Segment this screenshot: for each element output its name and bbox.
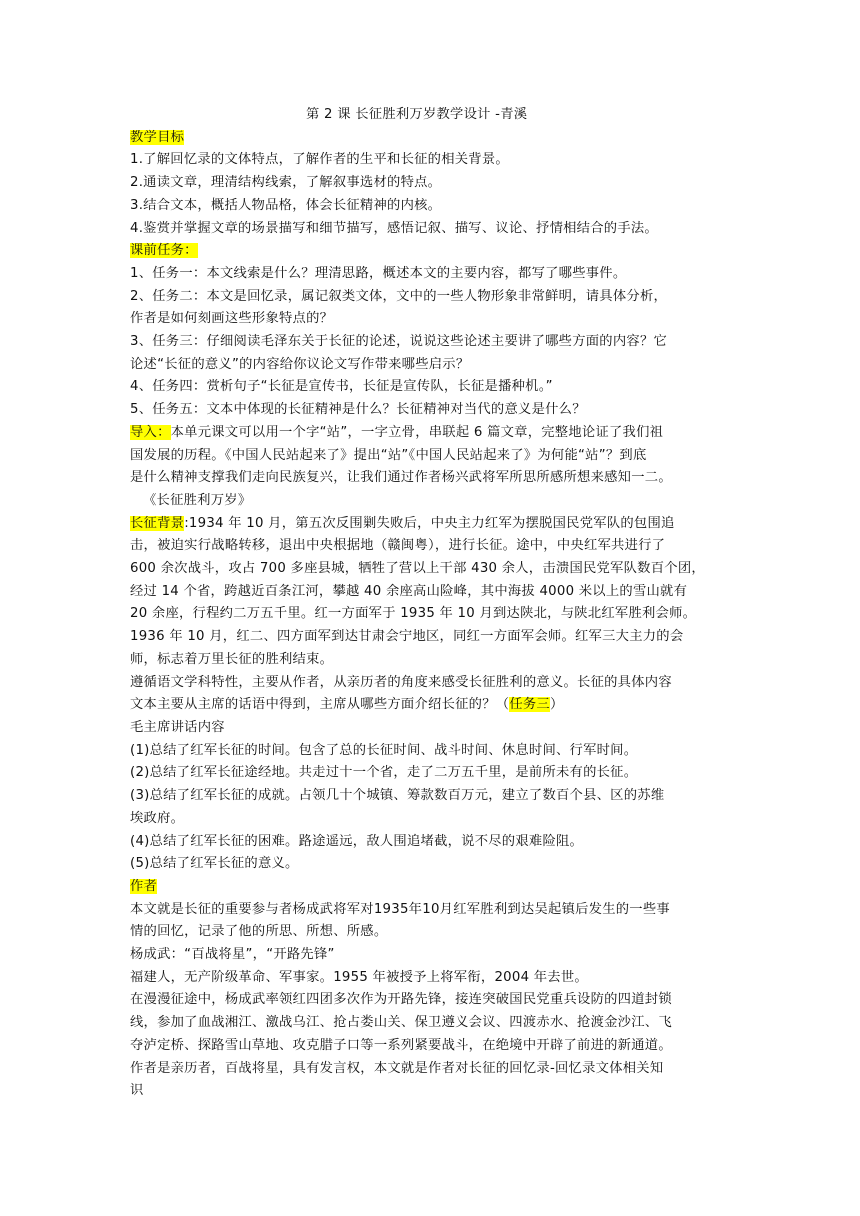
- background-text: :1934 年 10 月，第五次反围剿失败后，中央主力红军为摆脱国民党军队的包围追: [184, 515, 675, 531]
- author-line: 夺泸定桥、探路雪山草地、攻克腊子口等一系列紧要战斗，在绝境中开辟了前进的新通道。: [130, 1037, 672, 1053]
- pre-tasks-heading: 课前任务：: [130, 243, 198, 259]
- method-text-end: ）: [549, 697, 564, 713]
- pre-task-line: 2、任务二：本文是回忆录，属记叙类文体，文中的一些人物形象非常鲜明，请具体分析，: [130, 288, 668, 304]
- method-line: [130, 694, 734, 717]
- speech-item: (2)总结了红军长征途经地。共走过十一个省，走了二万五千里，是前所未有的长征。: [130, 765, 638, 781]
- background-line: 20 余座，行程约二万五千里。红一方面军于 1935 年 10 月到达陕北，与陕北红军胜利会师。: [130, 606, 697, 622]
- pre-task-line: 5、任务五：文本中体现的长征精神是什么？长征精神对当代的意义是什么？: [130, 402, 586, 418]
- speech-item: (1)总结了红军长征的时间。包含了总的长征时间、战斗时间、休息时间、行军时间。: [130, 742, 638, 758]
- background-line: 经过 14 个省，跨越近百条江河，攀越 40 余座高山险峰，其中海拔 4000 米以上的雪山就有: [130, 583, 688, 599]
- intro-line: 《长征胜利万岁》: [143, 492, 252, 508]
- pre-tasks-heading-line: [130, 240, 734, 263]
- background-line: 击，被迫实行战略转移，退出中央根据地（赣闽粤），进行长征。途中，中央红军共进行了: [130, 538, 666, 554]
- pre-task-line: 作者是如何刻画这些形象特点的？: [130, 311, 334, 327]
- pre-task-line: 论述“长征的意义”的内容给你议论文写作带来哪些启示？: [130, 356, 470, 372]
- objective-item: 3.结合文本，概括人物品格，体会长征精神的内核。: [130, 197, 442, 213]
- pre-task-line: 4、任务四：赏析句子“长征是宣传书，长征是宣传队，长征是播种机。”: [130, 379, 553, 395]
- speech-item: 埃政府。: [130, 810, 185, 826]
- speech-item: (3)总结了红军长征的成就。占领几十个城镇、筹款数百万元，建立了数百个县、区的苏维: [130, 788, 665, 804]
- background-line: 1936 年 10 月，红二、四方面军到达甘肃会宁地区，同红一方面军会师。红军三大主力的会: [130, 629, 684, 645]
- speech-item: (5)总结了红军长征的意义。: [130, 856, 299, 872]
- author-heading-line: [130, 876, 734, 899]
- speech-item: (4)总结了红军长征的困难。路途遥远，敌人围追堵截，说不尽的艰难险阻。: [130, 833, 584, 849]
- author-line: 情的回忆，记录了他的所思、所想、所感。: [130, 924, 388, 940]
- method-line: 遵循语文学科特性，主要从作者，从亲历者的角度来感受长征胜利的意义。长征的具体内容: [130, 674, 672, 690]
- intro-heading: 导入：: [130, 424, 171, 440]
- task-three-highlight: 任务三: [509, 697, 550, 713]
- method-text: 文本主要从主席的话语中得到，主席从哪些方面介绍长征的？（: [130, 697, 510, 713]
- objectives-heading-line: [130, 127, 734, 150]
- background-heading: 长征背景: [130, 515, 185, 531]
- background-line: 师，标志着万里长征的胜利结束。: [130, 651, 334, 667]
- author-heading: 作者: [130, 878, 158, 894]
- document-title: 第 2 课 长征胜利万岁教学设计 -青溪: [306, 107, 528, 122]
- intro-text: 本单元课文可以用一个字“站”，一字立骨，串联起 6 篇文章，完整地论证了我们祖: [170, 424, 664, 440]
- background-line: 600 余次战斗，攻占 700 多座县城，牺牲了营以上干部 430 余人，击溃国民党军队数百个团，: [130, 561, 705, 577]
- intro-first-line: [130, 422, 734, 445]
- author-line: 在漫漫征途中，杨成武率领红四团多次作为开路先锋，接连突破国民党重兵设防的四道封锁: [130, 992, 672, 1008]
- objective-item: 2.通读文章，理清结构线索，了解叙事选材的特点。: [130, 175, 442, 191]
- pre-task-line: 3、任务三：仔细阅读毛泽东关于长征的论述，说说这些论述主要讲了哪些方面的内容？它: [130, 334, 668, 350]
- intro-line: 是什么精神支撑我们走向民族复兴，让我们通过作者杨兴武将军所思所感所想来感知一二。: [130, 470, 672, 486]
- author-line: 福建人，无产阶级革命、军事家。1955 年被授予上将军衔，2004 年去世。: [130, 969, 588, 985]
- pre-task-line: 1、任务一：本文线索是什么？理清思路，概述本文的主要内容，都写了哪些事件。: [130, 265, 627, 281]
- objective-item: 4.鉴赏并掌握文章的场景描写和细节描写，感悟记叙、描写、议论、抒情相结合的手法。: [130, 220, 658, 236]
- author-line: 线，参加了血战湘江、激战乌江、抢占娄山关、保卫遵义会议、四渡赤水、抢渡金沙江、飞: [130, 1015, 672, 1031]
- author-line: 识: [130, 1083, 144, 1099]
- document-page: [130, 104, 734, 1103]
- objective-item: 1.了解回忆录的文体特点，了解作者的生平和长征的相关背景。: [130, 152, 509, 168]
- author-line: 作者是亲历者，百战将星，具有发言权，本文就是作者对长征的回忆录-回忆录文体相关知: [130, 1060, 664, 1076]
- author-line: 本文就是长征的重要参与者杨成武将军对1935年10月红军胜利到达吴起镇后发生的一些事: [130, 901, 670, 917]
- speech-heading: 毛主席讲话内容: [130, 719, 225, 735]
- author-line: 杨成武：“百战将星”，“开路先锋”: [130, 947, 335, 963]
- intro-line: 国发展的历程。《中国人民站起来了》提出“站”《中国人民站起来了》为何能“站”？到底: [130, 447, 647, 463]
- objectives-heading: 教学目标: [130, 129, 185, 145]
- background-first-line: [130, 513, 734, 536]
